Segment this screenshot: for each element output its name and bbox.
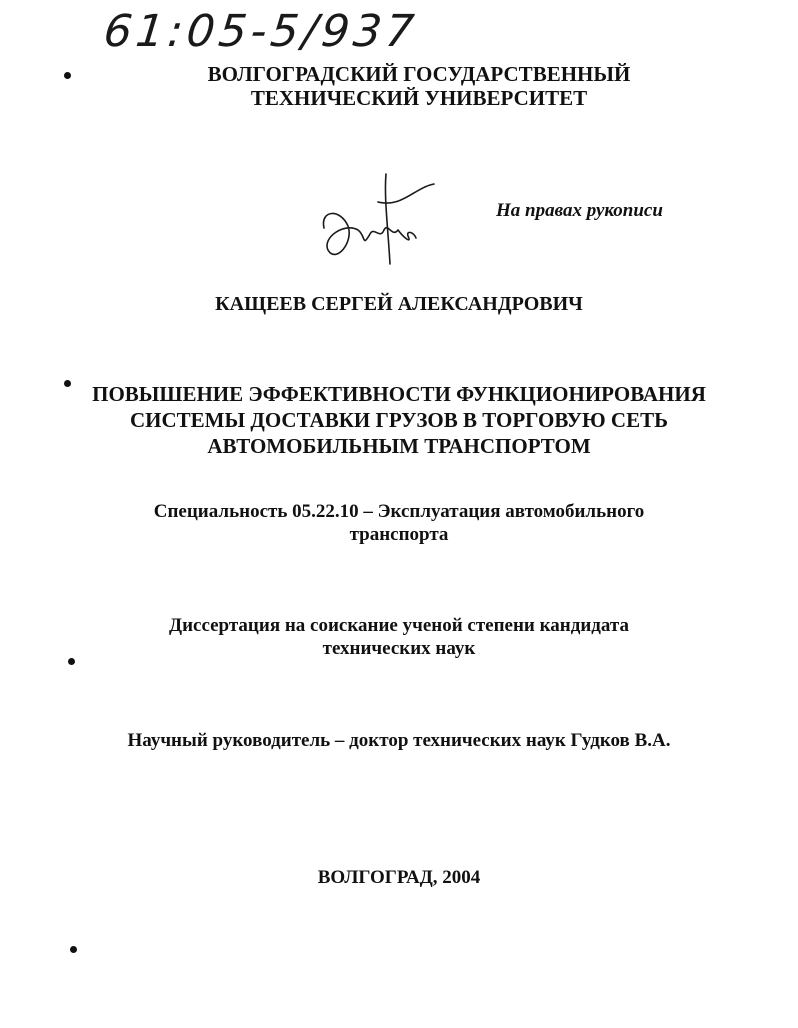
dissertation-title-line-2: СИСТЕМЫ ДОСТАВКИ ГРУЗОВ В ТОРГОВУЮ СЕТЬ [130, 408, 668, 432]
archive-code-handwritten: 61:05-5/937 [101, 6, 421, 57]
dissertation-title-line-3: АВТОМОБИЛЬНЫМ ТРАНСПОРТОМ [207, 434, 591, 458]
binding-hole-mark [70, 946, 77, 953]
degree-line-1: Диссертация на соискание ученой степени кандидата [169, 615, 629, 636]
dissertation-title-line-1: ПОВЫШЕНИЕ ЭФФЕКТИВНОСТИ ФУНКЦИОНИРОВАНИЯ [92, 382, 706, 406]
city-year: ВОЛГОГРАД, 2004 [317, 867, 481, 888]
university-name-line-1: ВОЛГОГРАДСКИЙ ГОСУДАРСТВЕННЫЙ [207, 62, 631, 86]
author-name: КАЩЕЕВ СЕРГЕЙ АЛЕКСАНДРОВИЧ [215, 293, 583, 315]
rights-note: На правах рукописи [496, 200, 663, 221]
specialty-line-2: транспорта [349, 524, 449, 545]
university-name-line-2: ТЕХНИЧЕСКИЙ УНИВЕРСИТЕТ [250, 86, 588, 110]
degree-line-2: технических наук [322, 638, 476, 659]
specialty-line-1: Специальность 05.22.10 – Эксплуатация автомобильного [153, 501, 645, 522]
scientific-supervisor: Научный руководитель – доктор технических наук Гудков В.А. [127, 730, 671, 751]
author-signature [318, 168, 442, 278]
